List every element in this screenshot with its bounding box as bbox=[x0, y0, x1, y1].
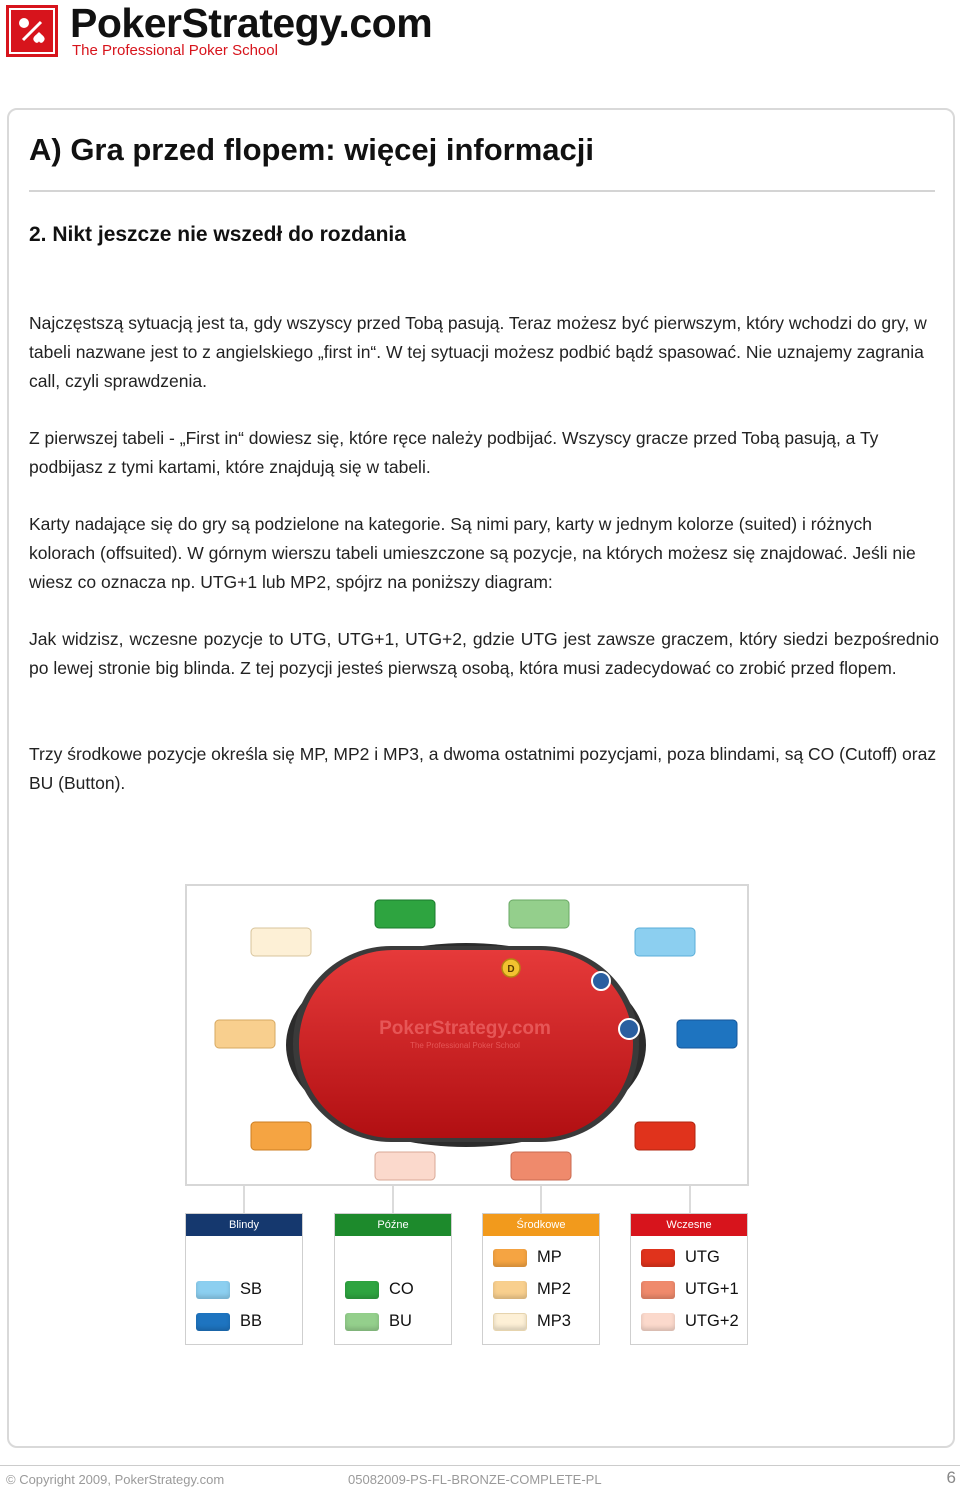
footer-doc-code: 05082009-PS-FL-BRONZE-COMPLETE-PL bbox=[348, 1472, 602, 1487]
paragraph-3: Karty nadające się do gry są podzielone na kategorie. Są nimi pary, karty w jednym kolorze (suited) i różnych kolorach (offsuited). W górnym wierszu tabeli umieszczone są pozycje, na których możesz się znajdować. Jeśli nie wiesz co oznacza np. UTG+1 lub MP2, spójrz na poniższy diagram: bbox=[29, 514, 916, 592]
legend-late bbox=[334, 1213, 452, 1345]
footer-copyright: © Copyright 2009, PokerStrategy.com bbox=[6, 1472, 225, 1487]
section-title: A) Gra przed flopem: więcej informacji bbox=[29, 132, 595, 167]
legend-blinds bbox=[185, 1213, 303, 1345]
footer-divider bbox=[0, 1465, 960, 1466]
section-subtitle: 2. Nikt jeszcze nie wszedł do rozdania bbox=[29, 223, 406, 246]
legend-item-mp3 bbox=[493, 1312, 571, 1331]
swatch-icon bbox=[641, 1281, 675, 1299]
swatch-icon bbox=[196, 1281, 230, 1299]
legend-label: MP3 bbox=[537, 1312, 571, 1330]
legend-item-utg1 bbox=[641, 1280, 739, 1299]
legend-item-utg bbox=[641, 1248, 720, 1267]
swatch-icon bbox=[641, 1249, 675, 1267]
paragraph-2: Z pierwszej tabeli - „First in“ dowiesz się, które ręce należy podbijać. Wszyscy gracze przed Tobą pasują, a Ty podbijasz z tymi kartami, które znajdują się w tabeli. bbox=[29, 428, 879, 477]
content-card bbox=[7, 108, 955, 1448]
legend-item-co bbox=[345, 1280, 414, 1299]
legend-label: UTG bbox=[685, 1248, 720, 1266]
legend-header: Późne bbox=[335, 1214, 451, 1236]
legend-item-utg2 bbox=[641, 1312, 739, 1331]
legend-header: Blindy bbox=[186, 1214, 302, 1236]
swatch-icon bbox=[345, 1281, 379, 1299]
paragraph-1: Najczęstszą sytuacją jest ta, gdy wszyscy przed Tobą pasują. Teraz możesz być pierwszym, który wchodzi do gry, w tabeli nazwane jest to z angielskiego „first in“. W tej sytuacji możesz podbić bądź spasować. Nie uznajemy zagrania call, czyli sprawdzenia. bbox=[29, 313, 927, 391]
paragraph-5: Trzy środkowe pozycje określa się MP, MP2 i MP3, a dwoma ostatnimi pozycjami, poza blindami, są CO (Cutoff) oraz BU (Button). bbox=[29, 744, 937, 793]
table-logo: PokerStrategy.com bbox=[379, 1018, 551, 1039]
page-header bbox=[0, 0, 960, 70]
legend-label: MP bbox=[537, 1248, 562, 1266]
legend-middle bbox=[482, 1213, 600, 1345]
legend-item-bu bbox=[345, 1312, 412, 1331]
legend-label: UTG+1 bbox=[685, 1280, 739, 1298]
legend-item-mp2 bbox=[493, 1280, 571, 1299]
swatch-icon bbox=[641, 1313, 675, 1331]
page-number: 6 bbox=[946, 1468, 956, 1487]
legend-header: Wczesne bbox=[631, 1214, 747, 1236]
swatch-icon bbox=[493, 1281, 527, 1299]
paragraph-4: Jak widzisz, wczesne pozycje to UTG, UTG+1, UTG+2, gdzie UTG jest zawsze graczem, który siedzi bezpośrednio po lewej stronie big blinda. Z tej pozycji jesteś pierwszą osobą, która musi zadecydować co zrobić przed flopem. bbox=[29, 629, 939, 678]
legend-item-sb bbox=[196, 1280, 262, 1299]
legend-label: SB bbox=[240, 1280, 263, 1298]
logo-tagline: The Professional Poker School bbox=[72, 42, 278, 59]
legend-label: BU bbox=[389, 1312, 412, 1330]
legend-label: UTG+2 bbox=[685, 1312, 739, 1330]
legend-header: Środkowe bbox=[483, 1214, 599, 1236]
dealer-button-label: D bbox=[507, 964, 515, 975]
legend-item-mp bbox=[493, 1248, 562, 1267]
logo-text: PokerStrategy.com bbox=[70, 0, 433, 46]
legend-label: MP2 bbox=[537, 1280, 571, 1298]
legend-label: CO bbox=[389, 1280, 414, 1298]
legend-item-bb bbox=[196, 1312, 262, 1331]
legend-connectors bbox=[9, 110, 953, 1446]
legend-early bbox=[630, 1213, 748, 1345]
swatch-icon bbox=[493, 1313, 527, 1331]
table-logo-sub: The Professional Poker School bbox=[410, 1041, 520, 1050]
swatch-icon bbox=[493, 1249, 527, 1267]
legend-label: BB bbox=[240, 1312, 263, 1330]
logo-icon bbox=[6, 5, 58, 57]
swatch-icon bbox=[196, 1313, 230, 1331]
swatch-icon bbox=[345, 1313, 379, 1331]
